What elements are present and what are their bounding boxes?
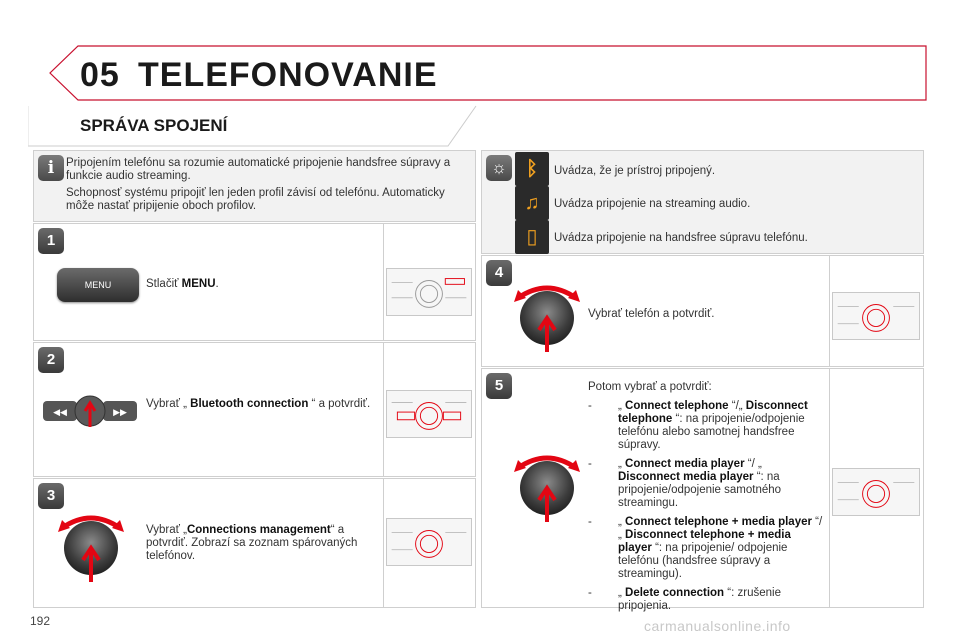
step-4-divider	[829, 256, 830, 366]
phone-icon: ▯	[515, 220, 549, 254]
section-title: SPRÁVA SPOJENÍ	[80, 116, 228, 135]
music-note-icon: ♫	[515, 186, 549, 220]
step-4-badge: 4	[486, 260, 512, 286]
bluetooth-icon: ᛒ	[515, 152, 549, 186]
step-2-text: Vybrať „ Bluetooth connection “ a potvrdiť.	[146, 398, 371, 410]
rotary-knob-icon	[56, 506, 126, 584]
step-5-content	[588, 381, 826, 613]
svg-text:◀◀: ◀◀	[53, 408, 67, 418]
console-image-4	[832, 292, 920, 340]
step-1-badge: 1	[38, 228, 64, 254]
console-image-2	[386, 390, 472, 438]
step-5-badge: 5	[486, 373, 512, 399]
chapter-title: TELEFONOVANIE	[138, 56, 438, 94]
step-3-badge: 3	[38, 483, 64, 509]
menu-button: MENU	[57, 268, 139, 302]
chapter-number: 05	[80, 56, 120, 94]
step-1-divider	[383, 224, 384, 340]
sun-icon: ☼	[486, 155, 512, 181]
step-5-intro: Potom vybrať a potvrdiť:	[588, 381, 712, 393]
console-image-3	[386, 518, 472, 566]
step-1-text: Stlačiť MENU.	[146, 278, 219, 290]
option-list	[588, 400, 826, 613]
console-image-1	[386, 268, 472, 316]
legend-phone-text: Uvádza pripojenie na handsfree súpravu telefónu.	[554, 232, 808, 244]
option-connect-media-player: - „ Connect media player “/ „ Disconnect media player “: na pripojenie/odpojenie samotného streamingu.	[588, 458, 782, 509]
step-3-divider	[383, 479, 384, 607]
svg-text:▶▶: ▶▶	[113, 408, 127, 418]
option-delete-connection: - „ Delete connection “: zrušenie pripojenia.	[588, 587, 781, 612]
option-connect-telephone: - „ Connect telephone “/„ Disconnect telephone “: na pripojenie/odpojenie telefónu alebo samotnej handsfree súpravy.	[588, 400, 808, 451]
info-icon: i	[38, 155, 64, 181]
rotary-knob-icon	[512, 446, 582, 524]
step-4-text: Vybrať telefón a potvrdiť.	[588, 308, 715, 320]
step-2-divider	[383, 343, 384, 476]
legend-bluetooth-text: Uvádza, že je prístroj pripojený.	[554, 165, 716, 177]
seek-knob-icon	[43, 393, 137, 429]
step-2-badge: 2	[38, 347, 64, 373]
rotary-knob-icon	[512, 276, 582, 354]
info-text-1: Pripojením telefónu sa rozumie automatické pripojenie handsfree súpravy a funkcie audio streaming.	[66, 157, 451, 182]
console-image-5	[832, 468, 920, 516]
info-text-2: Schopnosť systému pripojiť len jeden profil závisí od telefónu. Automaticky môže nastať pripijenie oboch profilov.	[66, 187, 445, 212]
page-number: 192	[30, 614, 51, 628]
step-5-divider	[829, 369, 830, 607]
watermark: carmanualsonline.info	[644, 618, 791, 634]
option-connect-telephone-media: - „ Connect telephone + media player “/„ Disconnect telephone + media player “: na pripojenie/ odpojenie telefónu (handsfree súpravy a streamingu).	[588, 516, 823, 580]
legend-music-text: Uvádza pripojenie na streaming audio.	[554, 198, 751, 210]
step-3-text: Vybrať „Connections management“ a potvrdiť. Zobrazí sa zoznam spárovaných telefónov.	[146, 524, 358, 562]
